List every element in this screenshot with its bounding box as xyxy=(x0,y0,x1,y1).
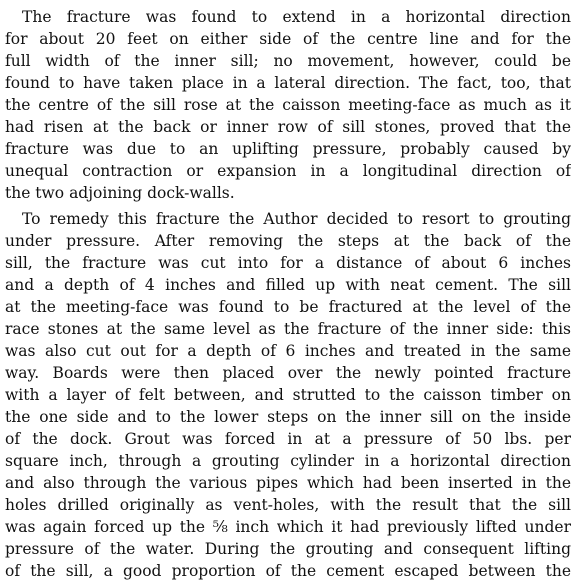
text-line: full width of the inner sill; no movement, however, could be xyxy=(5,52,571,70)
text-line: To remedy this fracture the Author decided to resort to grouting xyxy=(22,210,571,228)
text-line: of the sill, a good proportion of the cement escaped between the xyxy=(5,562,571,580)
text-line: for about 20 feet on either side of the centre line and for the xyxy=(5,30,571,48)
text-line: was also cut out for a depth of 6 inches and treated in the same xyxy=(5,342,571,360)
text-line: holes drilled originally as vent-holes, with the result that the sill xyxy=(5,496,571,514)
text-line: the one side and to the lower steps on the inner sill on the inside xyxy=(5,408,571,426)
text-line: with a layer of felt between, and strutted to the caisson timber on xyxy=(5,386,571,404)
text-line: and a depth of 4 inches and filled up with neat cement. The sill xyxy=(5,276,571,294)
text-line: was again forced up the ⅝ inch which it had previously lifted under xyxy=(5,518,571,536)
text-line: the centre of the sill rose at the caisson meeting-face as much as it xyxy=(5,96,571,114)
text-line: fracture was due to an uplifting pressure, probably caused by xyxy=(5,140,571,158)
text-line: The fracture was found to extend in a horizontal direction xyxy=(22,8,571,26)
text-line: race stones at the same level as the fracture of the inner side: this xyxy=(5,320,571,338)
text-line: found to have taken place in a lateral direction. The fact, too, that xyxy=(5,74,571,92)
text-line: way. Boards were then placed over the newly pointed fracture xyxy=(5,364,571,382)
text-line: unequal contraction or expansion in a longitudinal direction of xyxy=(5,162,571,180)
text-line: pressure of the water. During the grouting and consequent lifting xyxy=(5,540,571,558)
text-line: and also through the various pipes which had been inserted in the xyxy=(5,474,571,492)
text-line: of the dock. Grout was forced in at a pressure of 50 lbs. per xyxy=(5,430,571,448)
text-line: had risen at the back or inner row of sill stones, proved that the xyxy=(5,118,571,136)
text-line: sill, the fracture was cut into for a distance of about 6 inches xyxy=(5,254,571,272)
text-line: the two adjoining dock-walls. xyxy=(5,184,235,202)
text-line: square inch, through a grouting cylinder in a horizontal direction xyxy=(5,452,571,470)
text-line: at the meeting-face was found to be fractured at the level of the xyxy=(5,298,571,316)
text-line: under pressure. After removing the steps at the back of the xyxy=(5,232,571,250)
